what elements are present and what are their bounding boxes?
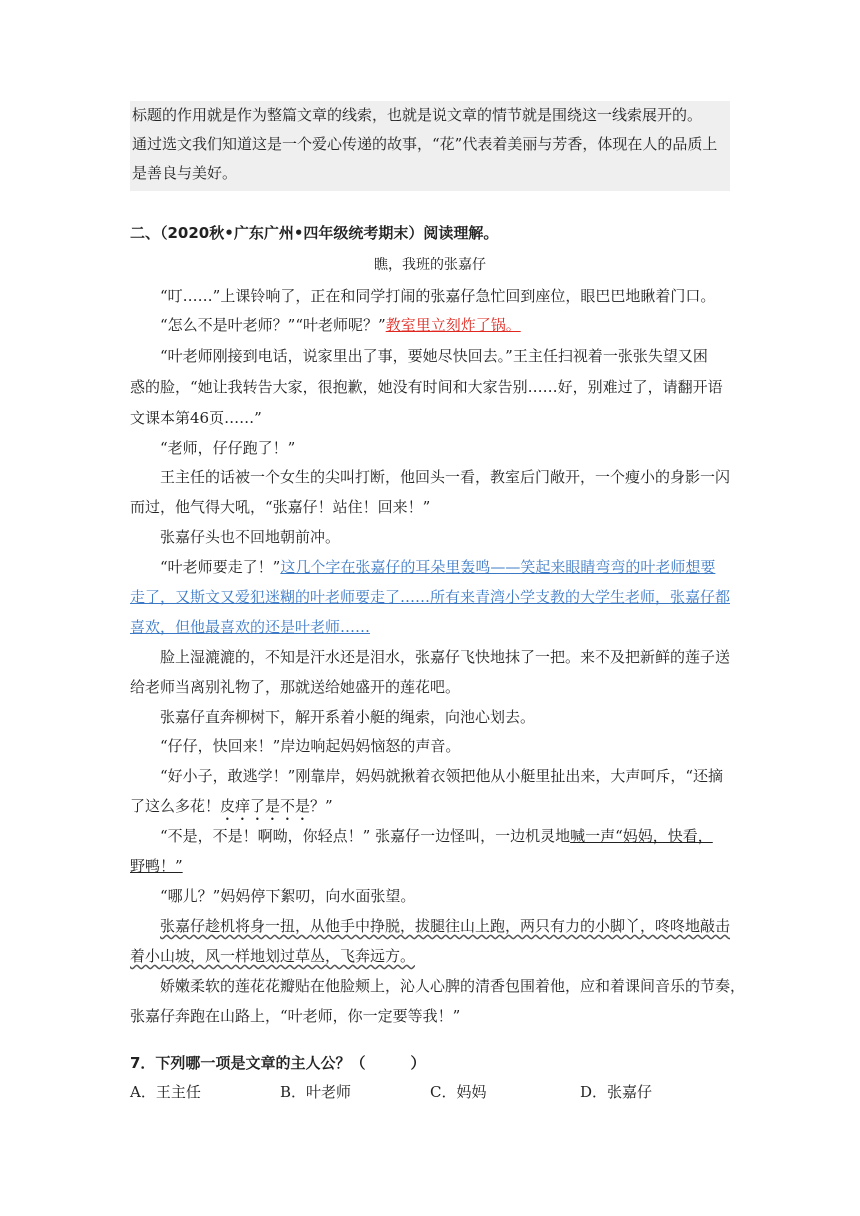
paragraph: “老师，仔仔跑了！” (160, 439, 296, 457)
explanation-line: 标题的作用就是作为整篇文章的线索，也就是说文章的情节就是围绕这一线索展开的。 (132, 106, 703, 124)
paragraph: 脸上湿漉漉的，不知是汗水还是泪水，张嘉仔飞快地抹了一把。来不及把新鲜的莲子送 (160, 648, 731, 666)
paragraph (130, 796, 333, 824)
dotted-emphasis-text: 皮痒了是不是 (220, 797, 311, 815)
paragraph: “仔仔，快回来！”岸边响起妈妈恼怒的声音。 (160, 737, 461, 755)
section-heading: 二、（2020秋•广东广州•四年级统考期末）阅读理解。 (130, 224, 499, 242)
paragraph: “好小子，敢逃学！”刚靠岸，妈妈就揪着衣领把他从小艇里扯出来，大声呵斥，“还摘 (160, 767, 724, 785)
explanation-line: 通过选文我们知道这是一个爱心传递的故事，“花”代表着美丽与芳香，体现在人的品质上 (132, 135, 718, 153)
wavy-underlined-text: 张嘉仔趁机将身一扭，从他手中挣脱，拔腿往山上跑，两只有力的小脚丫，咚咚地敲击 (160, 917, 731, 935)
wavy-underlined-text: 着小山坡，风一样地划过草丛，飞奔远方。 (130, 947, 416, 965)
paragraph (160, 557, 715, 577)
annotated-sentence-blue: 喜欢，但他最喜欢的还是叶老师…… (130, 618, 371, 636)
option-c[interactable]: C．妈妈 (430, 1083, 487, 1101)
paragraph: 张嘉仔头也不回地朝前冲。 (160, 528, 341, 546)
answer-explanation-box (130, 101, 730, 191)
paragraph-text: “不是，不是！啊呦，你轻点！” 张嘉仔一边怪叫，一边机灵地 (160, 827, 571, 845)
story-title: 瞧，我班的张嘉仔 (374, 257, 486, 273)
paragraph: 而过，他气得大吼，“张嘉仔！站住！回来！” (130, 498, 431, 516)
paragraph: 王主任的话被一个女生的尖叫打断，他回头一看，教室后门敞开，一个瘦小的身影一闪 (160, 468, 731, 486)
paragraph: 惑的脸，“她让我转告大家，很抱歉，她没有时间和大家告别……好，别难过了，请翻开语 (130, 378, 723, 396)
paragraph: “叮……”上课铃响了，正在和同学打闹的张嘉仔急忙回到座位，眼巴巴地瞅着门口。 (160, 287, 716, 305)
paragraph-text: 了这么多花！ (130, 797, 221, 815)
paragraph: 娇嫩柔软的莲花花瓣贴在他脸颊上，沁人心脾的清香包围着他，应和着课间音乐的节奏， (160, 977, 746, 995)
paragraph-text: ？” (310, 797, 333, 815)
explanation-line: 是善良与美好。 (132, 164, 238, 182)
option-d[interactable]: D．张嘉仔 (580, 1083, 653, 1101)
paragraph: “哪儿？”妈妈停下絮叨，向水面张望。 (160, 887, 416, 905)
paragraph: 张嘉仔直奔柳树下，解开系着小艇的绳索，向池心划去。 (160, 708, 536, 726)
annotated-sentence-blue: 这几个字在张嘉仔的耳朵里轰鸣——笑起来眼睛弯弯的叶老师想要 (280, 558, 716, 576)
underlined-text: 喊一声“妈妈，快看， (570, 827, 713, 845)
paragraph-text: “怎么不是叶老师？”“叶老师呢？” (160, 316, 386, 334)
paragraph: 文课本第46页……” (130, 409, 262, 427)
paragraph: “叶老师刚接到电话，说家里出了事，要她尽快回去。”王主任扫视着一张张失望又困 (160, 347, 708, 365)
paragraph: 张嘉仔奔跑在山路上，“叶老师，你一定要等我！” (130, 1007, 461, 1025)
annotated-sentence-blue: 走了，又斯文又爱犯迷糊的叶老师要走了……所有来青湾小学支教的大学生老师，张嘉仔都 (130, 588, 731, 606)
annotated-sentence-red: 教室里立刻炸了锅。 (385, 316, 521, 334)
underlined-text: 野鸭！” (130, 857, 183, 875)
option-b[interactable]: B．叶老师 (280, 1083, 352, 1101)
paragraph (160, 826, 713, 846)
paragraph-text: “叶老师要走了！” (160, 558, 281, 576)
option-a[interactable]: A．王主任 (130, 1083, 201, 1101)
paragraph (160, 315, 521, 335)
paragraph: 给老师当离别礼物了，那就送给她盛开的莲花吧。 (130, 678, 461, 696)
question-text: 7．下列哪一项是文章的主人公？（ ） (130, 1054, 426, 1072)
